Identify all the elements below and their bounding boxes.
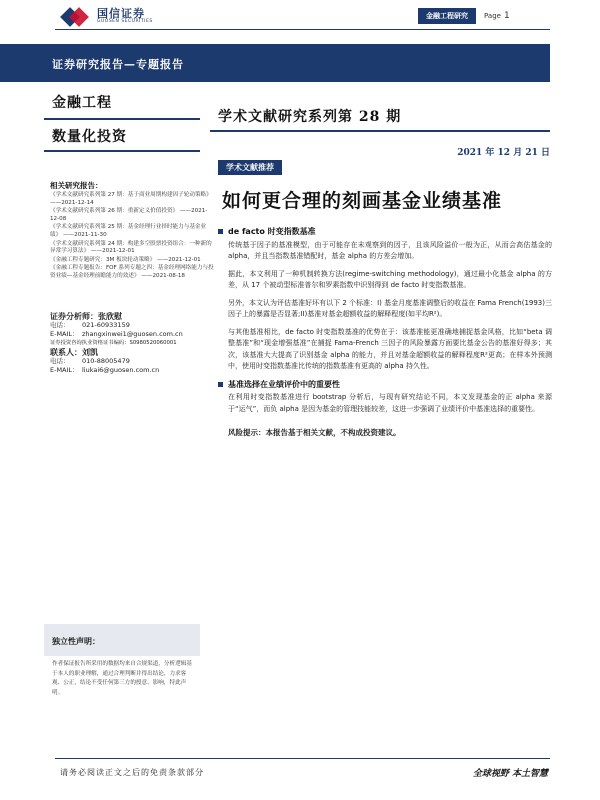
analyst-info [50, 312, 215, 375]
bottom-rule [55, 758, 550, 759]
section-heading: 基准选择在业绩评价中的重要性 [218, 379, 552, 391]
logo-mark-icon [63, 6, 89, 26]
email-label: E-MAIL： [50, 366, 79, 374]
literature-tag: 学术文献推荐 [218, 160, 282, 175]
logo-chinese-name: 国信证券 [97, 6, 145, 20]
report-date: 2021 年 12 月 21 日 [457, 148, 550, 158]
list-item: 《金融工程专题研究：3M 板块轮动策略》 ——2021-12-01 [50, 256, 201, 263]
category-label: 金融工程 [52, 95, 112, 111]
risk-warning: 风险提示：本报告基于相关文献，不构成投资建议。 [228, 428, 401, 437]
bullet-square-icon [218, 229, 223, 234]
page-indicator [484, 11, 510, 21]
page-label: Page [484, 12, 501, 20]
body-paragraph: 在利用时变指数基准进行 bootstrap 分析后，与现有研究结论不同，本文发现基金的正 alpha 来源于“运气”，而负 alpha 是因为基金的管理技能较差，这进一步强调了业绩评价中基准选择的重要性。 [228, 393, 552, 413]
header-tag: 金融工程研究 [418, 8, 476, 24]
report-banner [0, 44, 550, 82]
footer-slogan: 全球视野 本土智慧 [472, 769, 548, 779]
contact-name: 联系人：刘凯 [50, 348, 98, 357]
main-title: 如何更合理的刻画基金业绩基准 [222, 190, 503, 212]
related-reports-list [50, 192, 215, 282]
email-label: E-MAIL： [50, 330, 79, 338]
top-rule [55, 29, 550, 30]
page-number: 1 [503, 11, 510, 21]
logo-english-name: GUOSEN SECURITIES [97, 18, 153, 24]
company-logo [63, 6, 153, 26]
analyst-name: 证券分析师：张欣慰 [50, 312, 122, 321]
header-right [418, 8, 510, 24]
category-quant-investing [44, 126, 200, 146]
banner-text: 证券研究报告—专题报告 [52, 58, 184, 71]
phone-label: 电话： [50, 321, 70, 329]
body-paragraph: 与其他基准相比，de facto 时变指数基准的优势在于：该基准能更准确地捕捉基金风格，比如“beta 调整基准”和“现金增强基准”在捕捉 Fama-French 三因子的风险暴露方面要比基金公告的基准好得多；其次，该基准大大提高了识别基金 alpha 的能力，并且对基金超额收益的解释程度R²更高；在样本外预测中，使用时变指数基准比传统的指数基准有更高的 alpha 持久性。 [228, 327, 552, 370]
list-item: 《学术文献研究系列第 25 期：基金经理行业择时能力与基金业绩》 ——2021-11-30 [50, 224, 207, 238]
license-number: 证券投资咨询执业资格证书编码：S0980520060001 [50, 340, 177, 346]
disclaimer-text: 作者保证报告所采用的数据均来自合规渠道，分析逻辑基于本人的职业理解，通过合理判断并得出结论，力求客观、公正，结论不受任何第三方的授意、影响，特此声明。 [52, 661, 192, 696]
section-heading: de facto 时变指数基准 [218, 226, 552, 238]
category-label: 数量化投资 [52, 129, 127, 145]
phone-value: 010-88005479 [82, 357, 130, 365]
body-paragraph: 据此，本文利用了一种机制转换方法(regime-switching methodology)，通过最小化基金 alpha 的方差，从 17 个被动型标准普尔和罗素指数中识别得到 de facto 时变指数基准。 [228, 269, 552, 289]
footer-notice: 请务必阅读正文之后的免责条款部分 [60, 768, 204, 777]
phone-label: 电话： [50, 357, 70, 365]
email-link[interactable]: liukai6@guosen.com.cn [82, 366, 160, 374]
body-paragraph: 传统基于因子的基准模型，由于可能存在未观察到的因子，且该风险溢价一般为正，从而会高估基金的 alpha，并且当指数基准错配时，基金 alpha 的方差会增加。 [228, 240, 552, 260]
disclaimer-heading-box [44, 624, 200, 656]
related-reports-heading: 相关研究报告： [50, 181, 103, 190]
category-rule [44, 118, 200, 120]
bullet-square-icon [218, 382, 223, 387]
list-item: 《学术文献研究系列第 26 期：重新定义价值投资》 ——2021-12-08 [50, 208, 208, 222]
series-title: 学术文献研究系列第 28 期 [218, 109, 402, 125]
report-body [218, 226, 552, 439]
list-item: 《学术文献研究系列第 27 期：基于商业周期构建因子轮动策略》 ——2021-12-14 [50, 192, 212, 206]
series-rule [210, 130, 550, 132]
category-rule [44, 150, 200, 152]
list-item: 《学术文献研究系列第 24 期：构建多空股票投资组合：一种新的异常学习算法》 ——2021-12-01 [50, 240, 212, 255]
disclaimer-heading: 独立性声明： [52, 637, 100, 646]
list-item: 《金融工程专题报告：FOF 系列专题之四：基金经理网络能力与投资业绩—基金经理前瞻能力的效述》 ——2021-08-18 [50, 265, 214, 279]
phone-value: 021-60933159 [82, 321, 130, 329]
body-paragraph: 另外，本文认为评估基准好坏有以下 2 个标准：I) 基金月度基准调整后的收益在 Fama French(1993)三因子上的暴露是否显著;II)基准对基金超额收益的解释程度(如平均R²)。 [228, 298, 552, 318]
email-link[interactable]: zhangxinwei1@guosen.com.cn [82, 330, 183, 338]
category-financial-engineering [44, 92, 200, 112]
